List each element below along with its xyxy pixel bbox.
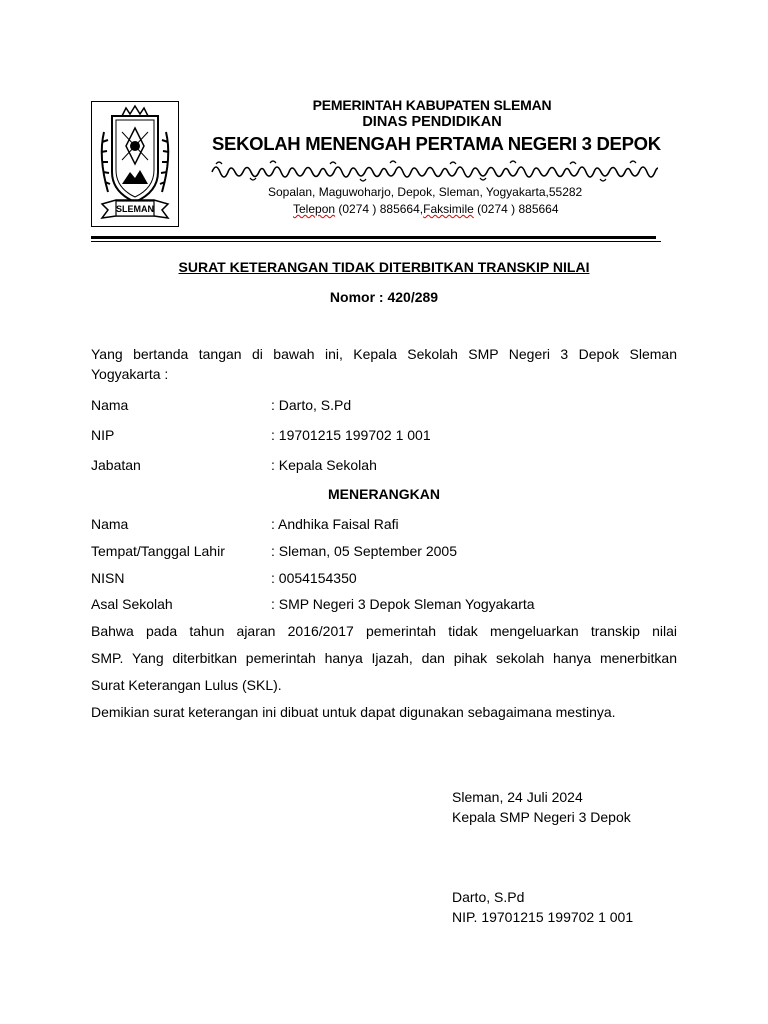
signature-nip: NIP. 19701215 199702 1 001 — [452, 909, 634, 925]
signer-name-label: Nama — [91, 397, 129, 413]
signature-name: Darto, S.Pd — [452, 889, 525, 905]
contact-line — [293, 202, 559, 216]
signer-position-label: Jabatan — [91, 457, 141, 473]
student-nisn-value: : 0054154350 — [271, 570, 357, 586]
closing-text: Demikian surat keterangan ini dibuat untuk dapat digunakan sebagaimana mestinya. — [91, 704, 616, 720]
school-name: SEKOLAH MENENGAH PERTAMA NEGERI 3 DEPOK — [212, 133, 661, 154]
student-birth-value: : Sleman, 05 September 2005 — [271, 543, 458, 559]
department-name: DINAS PENDIDIKAN — [362, 114, 502, 130]
body-text-line-3: Surat Keterangan Lulus (SKL). — [91, 677, 282, 693]
logo-text: SLEMAN — [116, 204, 154, 214]
signature-position: Kepala SMP Negeri 3 Depok — [452, 809, 631, 825]
signer-nip-value: : 19701215 199702 1 001 — [271, 427, 431, 443]
school-logo — [91, 101, 179, 227]
signer-position-value: : Kepala Sekolah — [271, 457, 377, 473]
body-text-line-1: Bahwa pada tahun ajaran 2016/2017 pemerintah tidak mengeluarkan transkip nilai — [91, 623, 677, 639]
signer-nip-label: NIP — [91, 427, 115, 443]
student-birth-label: Tempat/Tanggal Lahir — [91, 543, 225, 559]
fax-label: Faksimile — [423, 202, 474, 216]
student-name-value: : Andhika Faisal Rafi — [271, 516, 399, 532]
intro-text-line-1: Yang bertanda tangan di bawah ini, Kepala Sekolah SMP Negeri 3 Depok Sleman — [91, 346, 677, 362]
student-school-label: Asal Sekolah — [91, 596, 173, 612]
signature-place-date: Sleman, 24 Juli 2024 — [452, 789, 583, 805]
header-divider-thin — [91, 241, 656, 242]
school-address: Sopalan, Maguwoharjo, Depok, Sleman, Yogyakarta,55282 — [268, 185, 583, 199]
signer-name-value: : Darto, S.Pd — [271, 397, 352, 413]
letter-title: SURAT KETERANGAN TIDAK DITERBITKAN TRANSKIP NILAI — [178, 259, 590, 275]
student-nisn-label: NISN — [91, 570, 125, 586]
javanese-script-graphic — [210, 158, 658, 182]
letter-number: Nomor : 420/289 — [329, 289, 439, 305]
government-name: PEMERINTAH KABUPATEN SLEMAN — [312, 97, 552, 113]
intro-text-line-2: Yogyakarta : — [91, 366, 169, 382]
student-name-label: Nama — [91, 516, 129, 532]
header-divider-tail — [656, 241, 661, 242]
phone-number: (0274 ) 885664, — [335, 202, 424, 216]
body-text-line-2: SMP. Yang diterbitkan pemerintah hanya Ijazah, dan pihak sekolah hanya menerbitkan — [91, 650, 677, 666]
header-divider-thick — [91, 236, 656, 239]
menerangkan-heading: MENERANGKAN — [328, 486, 440, 502]
student-school-value: : SMP Negeri 3 Depok Sleman Yogyakarta — [271, 596, 535, 612]
fax-number: (0274 ) 885664 — [473, 202, 559, 216]
phone-label: Telepon — [293, 202, 336, 216]
